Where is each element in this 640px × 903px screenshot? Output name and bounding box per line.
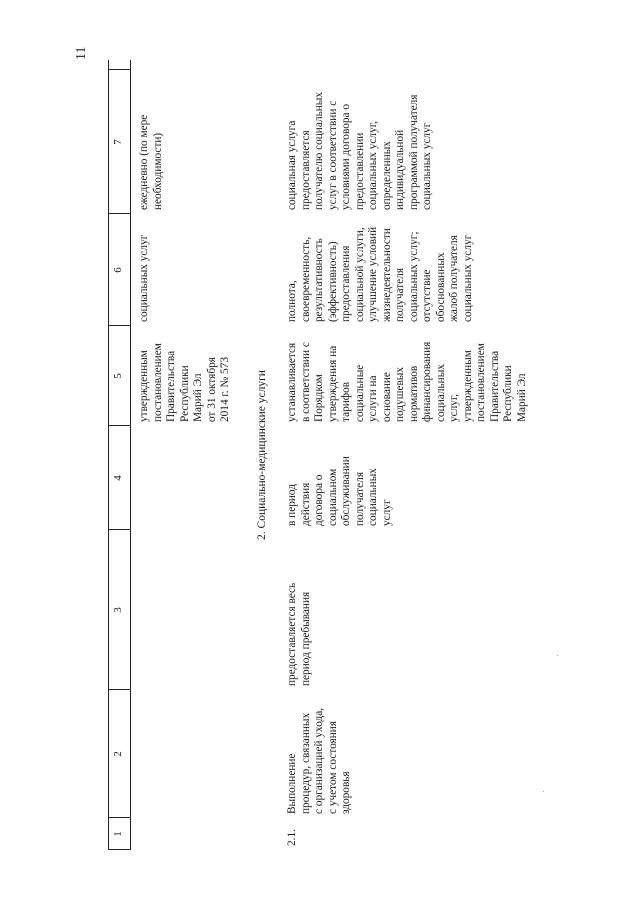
continued-row-col7: ежедневно (по мере необходимости) <box>138 114 164 210</box>
rotated-table <box>108 60 578 850</box>
quality-indicators: полнота, своевременность, результативность (эффективность) предоставления социальной услуги, улучшение условий жизнедеятельности получателя социальных услуг; отсутствие обоснованных жалоб получателя социальных услуг <box>286 226 474 322</box>
column-number-4: 4 <box>112 475 124 481</box>
page-number: 11 <box>74 46 89 60</box>
column-number-6: 6 <box>112 267 124 273</box>
service-terms: предоставляется весь период пребывания <box>286 582 312 686</box>
service-name: Выполнение процедур, связанных с организацией ухода, с учетом состояния здоровья <box>286 707 352 814</box>
column-number-1: 1 <box>112 831 124 837</box>
table-top-border <box>108 60 109 850</box>
column-number-5: 5 <box>112 373 124 379</box>
service-conditions: социальная услуга предоставляется получателю социальных услуг в соответствии с условиями договора о предоставлении социальных услуг, определенных индивидуальной программой получателя социальных услуг <box>286 91 433 210</box>
column-number-2: 2 <box>112 751 124 757</box>
header-bottom-border <box>130 60 131 850</box>
column-number-7: 7 <box>112 139 124 145</box>
scan-speck <box>543 791 544 792</box>
service-period: в период действия договора о социальном обслуживании получателя социальных услуг <box>286 456 393 526</box>
continued-row-col5: утвержденным постановлением Правительства Республики Марий Эл от 31 октября 2014 г. № 573 <box>138 343 231 422</box>
row-number: 2.1. <box>286 829 298 846</box>
column-number-3: 3 <box>112 607 124 613</box>
service-tariff: устанавливается в соответствии с Порядком утверждения на тарифов социальные услуги на основание подушевых нормативов финансирования социальных услуг, утвержденным постановлением Правительства Республики Марий Эл <box>286 341 528 422</box>
scan-speck <box>557 655 558 656</box>
continued-row-col6: социальных услуг <box>138 234 150 322</box>
section-heading: 2. Социально-медицинские услуги <box>256 370 268 540</box>
